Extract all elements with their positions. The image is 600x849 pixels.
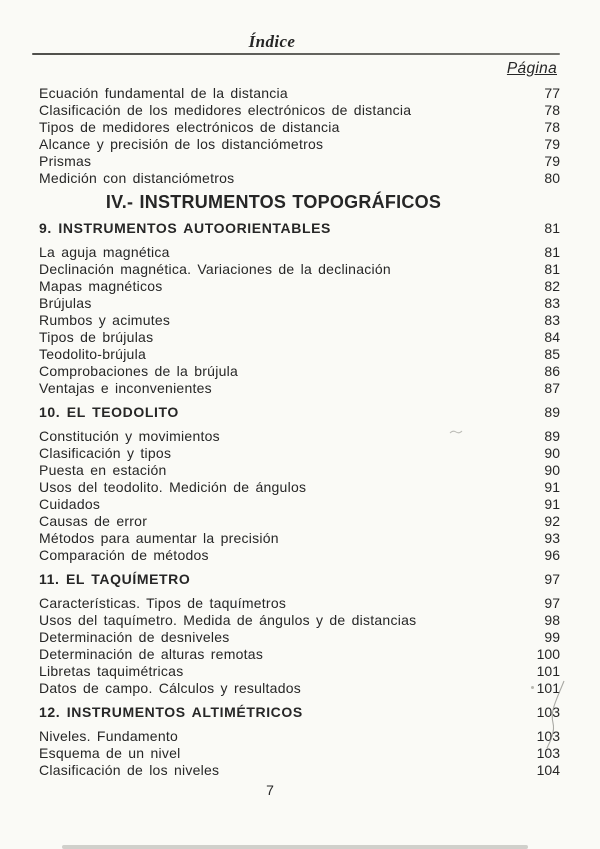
entry-label: Libretas taquimétricas <box>39 663 184 679</box>
entry-label: Comprobaciones de la brújula <box>39 363 238 379</box>
entry-page-number: 103 <box>536 728 560 744</box>
toc-entry-row <box>39 346 560 363</box>
entry-label: La aguja magnética <box>39 244 170 260</box>
chapter-heading-row <box>39 220 560 237</box>
entry-label: Clasificación y tipos <box>39 445 172 461</box>
entry-label: Puesta en estación <box>39 462 167 478</box>
page-column-label: Página <box>506 60 557 77</box>
toc-entry-row <box>39 530 560 547</box>
toc-entry-row <box>39 663 560 680</box>
entry-label: Métodos para aumentar la precisión <box>39 530 279 546</box>
entry-page-number: 90 <box>544 445 560 461</box>
toc-entry-row <box>39 428 560 445</box>
toc-entry-row <box>39 462 560 479</box>
chapter-heading-label: 10. EL TEODOLITO <box>39 404 179 420</box>
entry-label: Ventajas e inconvenientes <box>39 380 212 396</box>
entry-page-number: 81 <box>544 220 560 236</box>
chapter-heading-label: 11. EL TAQUÍMETRO <box>39 571 191 587</box>
toc-entry-row <box>39 278 560 295</box>
toc-entry-row <box>39 363 560 380</box>
entry-label: Clasificación de los niveles <box>39 762 220 778</box>
entry-label: Determinación de alturas remotas <box>39 646 264 662</box>
entry-label: Alcance y precisión de los distanciómetros <box>39 136 324 152</box>
entry-label: Usos del teodolito. Medición de ángulos <box>39 479 307 495</box>
part-heading-row <box>39 191 560 213</box>
chapter-heading-row <box>39 704 560 721</box>
toc-entry-row <box>39 312 560 329</box>
toc-entry-row <box>39 547 560 564</box>
part-heading-label: IV.- INSTRUMENTOS TOPOGRÁFICOS <box>105 192 442 212</box>
entry-label: Determinación de desniveles <box>39 629 230 645</box>
entry-page-number: 89 <box>544 404 560 420</box>
entry-page-number: 83 <box>544 312 560 328</box>
entry-label: Usos del taquímetro. Medida de ángulos y de distancias <box>39 612 417 628</box>
entry-label: Brújulas <box>39 295 92 311</box>
toc-entry-row <box>39 479 560 496</box>
entry-label: Comparación de métodos <box>39 547 209 563</box>
entry-page-number: 78 <box>544 119 560 135</box>
entry-page-number: 81 <box>544 244 560 260</box>
entry-label: Características. Tipos de taquímetros <box>39 595 287 611</box>
entry-page-number: 78 <box>544 102 560 118</box>
toc-entry-row <box>39 496 560 513</box>
entry-page-number: 84 <box>544 329 560 345</box>
toc-entry-row <box>39 745 560 762</box>
entry-page-number: 87 <box>544 380 560 396</box>
table-of-contents <box>0 78 600 779</box>
toc-entry-row <box>39 119 560 136</box>
entry-label: Mapas magnéticos <box>39 278 163 294</box>
toc-entry-row <box>39 136 560 153</box>
entry-page-number: 99 <box>544 629 560 645</box>
entry-label: Constitución y movimientos <box>39 428 220 444</box>
toc-entry-row <box>39 329 560 346</box>
toc-entry-row <box>39 295 560 312</box>
toc-entry-row <box>39 612 560 629</box>
entry-page-number: 89 <box>544 428 560 444</box>
entry-page-number: 101 <box>536 663 560 679</box>
entry-page-number: 77 <box>544 85 560 101</box>
footer-page-number: 7 <box>266 782 274 798</box>
entry-page-number: 85 <box>544 346 560 362</box>
entry-page-number: 79 <box>544 136 560 152</box>
smudge-mark-artifact <box>449 429 463 436</box>
entry-page-number: 82 <box>544 278 560 294</box>
toc-entry-row <box>39 595 560 612</box>
toc-entry-row <box>39 170 560 187</box>
chapter-heading-label: 12. INSTRUMENTOS ALTIMÉTRICOS <box>39 704 303 720</box>
entry-page-number: 81 <box>544 261 560 277</box>
entry-label: Esquema de un nivel <box>39 745 181 761</box>
entry-page-number: 83 <box>544 295 560 311</box>
toc-entry-row <box>39 153 560 170</box>
toc-entry-row <box>39 102 560 119</box>
toc-entry-row <box>39 380 560 397</box>
entry-page-number: 96 <box>544 547 560 563</box>
entry-label: Niveles. Fundamento <box>39 728 179 744</box>
entry-page-number: 103 <box>536 745 560 761</box>
entry-page-number: 101 <box>536 680 560 696</box>
entry-label: Tipos de medidores electrónicos de distancia <box>39 119 340 135</box>
entry-page-number: 79 <box>544 153 560 169</box>
entry-label: Rumbos y acimutes <box>39 312 171 328</box>
entry-page-number: 97 <box>544 571 560 587</box>
entry-label: Cuidados <box>39 496 101 512</box>
entry-page-number: 100 <box>536 646 560 662</box>
entry-page-number: 80 <box>544 170 560 186</box>
toc-entry-row <box>39 762 560 779</box>
chapter-heading-row <box>39 571 560 588</box>
page-title: Índice <box>248 32 296 51</box>
entry-page-number: 98 <box>544 612 560 628</box>
entry-page-number: 97 <box>544 595 560 611</box>
entry-label: Causas de error <box>39 513 148 529</box>
toc-entry-row <box>39 680 560 697</box>
entry-page-number: 93 <box>544 530 560 546</box>
entry-page-number: 92 <box>544 513 560 529</box>
toc-entry-row <box>39 85 560 102</box>
entry-page-number: 91 <box>544 479 560 495</box>
scan-edge-artifact <box>62 845 528 849</box>
scan-dot-artifact <box>531 686 534 689</box>
page-column-header-row <box>0 55 600 78</box>
entry-page-number: 91 <box>544 496 560 512</box>
toc-entry-row <box>39 244 560 261</box>
toc-entry-row <box>39 513 560 530</box>
entry-page-number: 103 <box>536 704 560 720</box>
toc-entry-row <box>39 261 560 278</box>
entry-label: Medición con distanciómetros <box>39 170 235 186</box>
toc-entry-row <box>39 445 560 462</box>
entry-label: Prismas <box>39 153 92 169</box>
chapter-heading-label: 9. INSTRUMENTOS AUTOORIENTABLES <box>39 220 331 236</box>
chapter-heading-row <box>39 404 560 421</box>
entry-page-number: 104 <box>536 762 560 778</box>
entry-page-number: 90 <box>544 462 560 478</box>
toc-entry-row <box>39 646 560 663</box>
entry-page-number: 86 <box>544 363 560 379</box>
entry-label: Tipos de brújulas <box>39 329 154 345</box>
entry-label: Datos de campo. Cálculos y resultados <box>39 680 302 696</box>
toc-entry-row <box>39 629 560 646</box>
toc-entry-row <box>39 728 560 745</box>
pen-stroke-artifact <box>540 675 570 755</box>
entry-label: Declinación magnética. Variaciones de la declinación <box>39 261 391 277</box>
entry-label: Ecuación fundamental de la distancia <box>39 85 288 101</box>
entry-label: Teodolito-brújula <box>39 346 146 362</box>
entry-label: Clasificación de los medidores electrónicos de distancia <box>39 102 412 118</box>
